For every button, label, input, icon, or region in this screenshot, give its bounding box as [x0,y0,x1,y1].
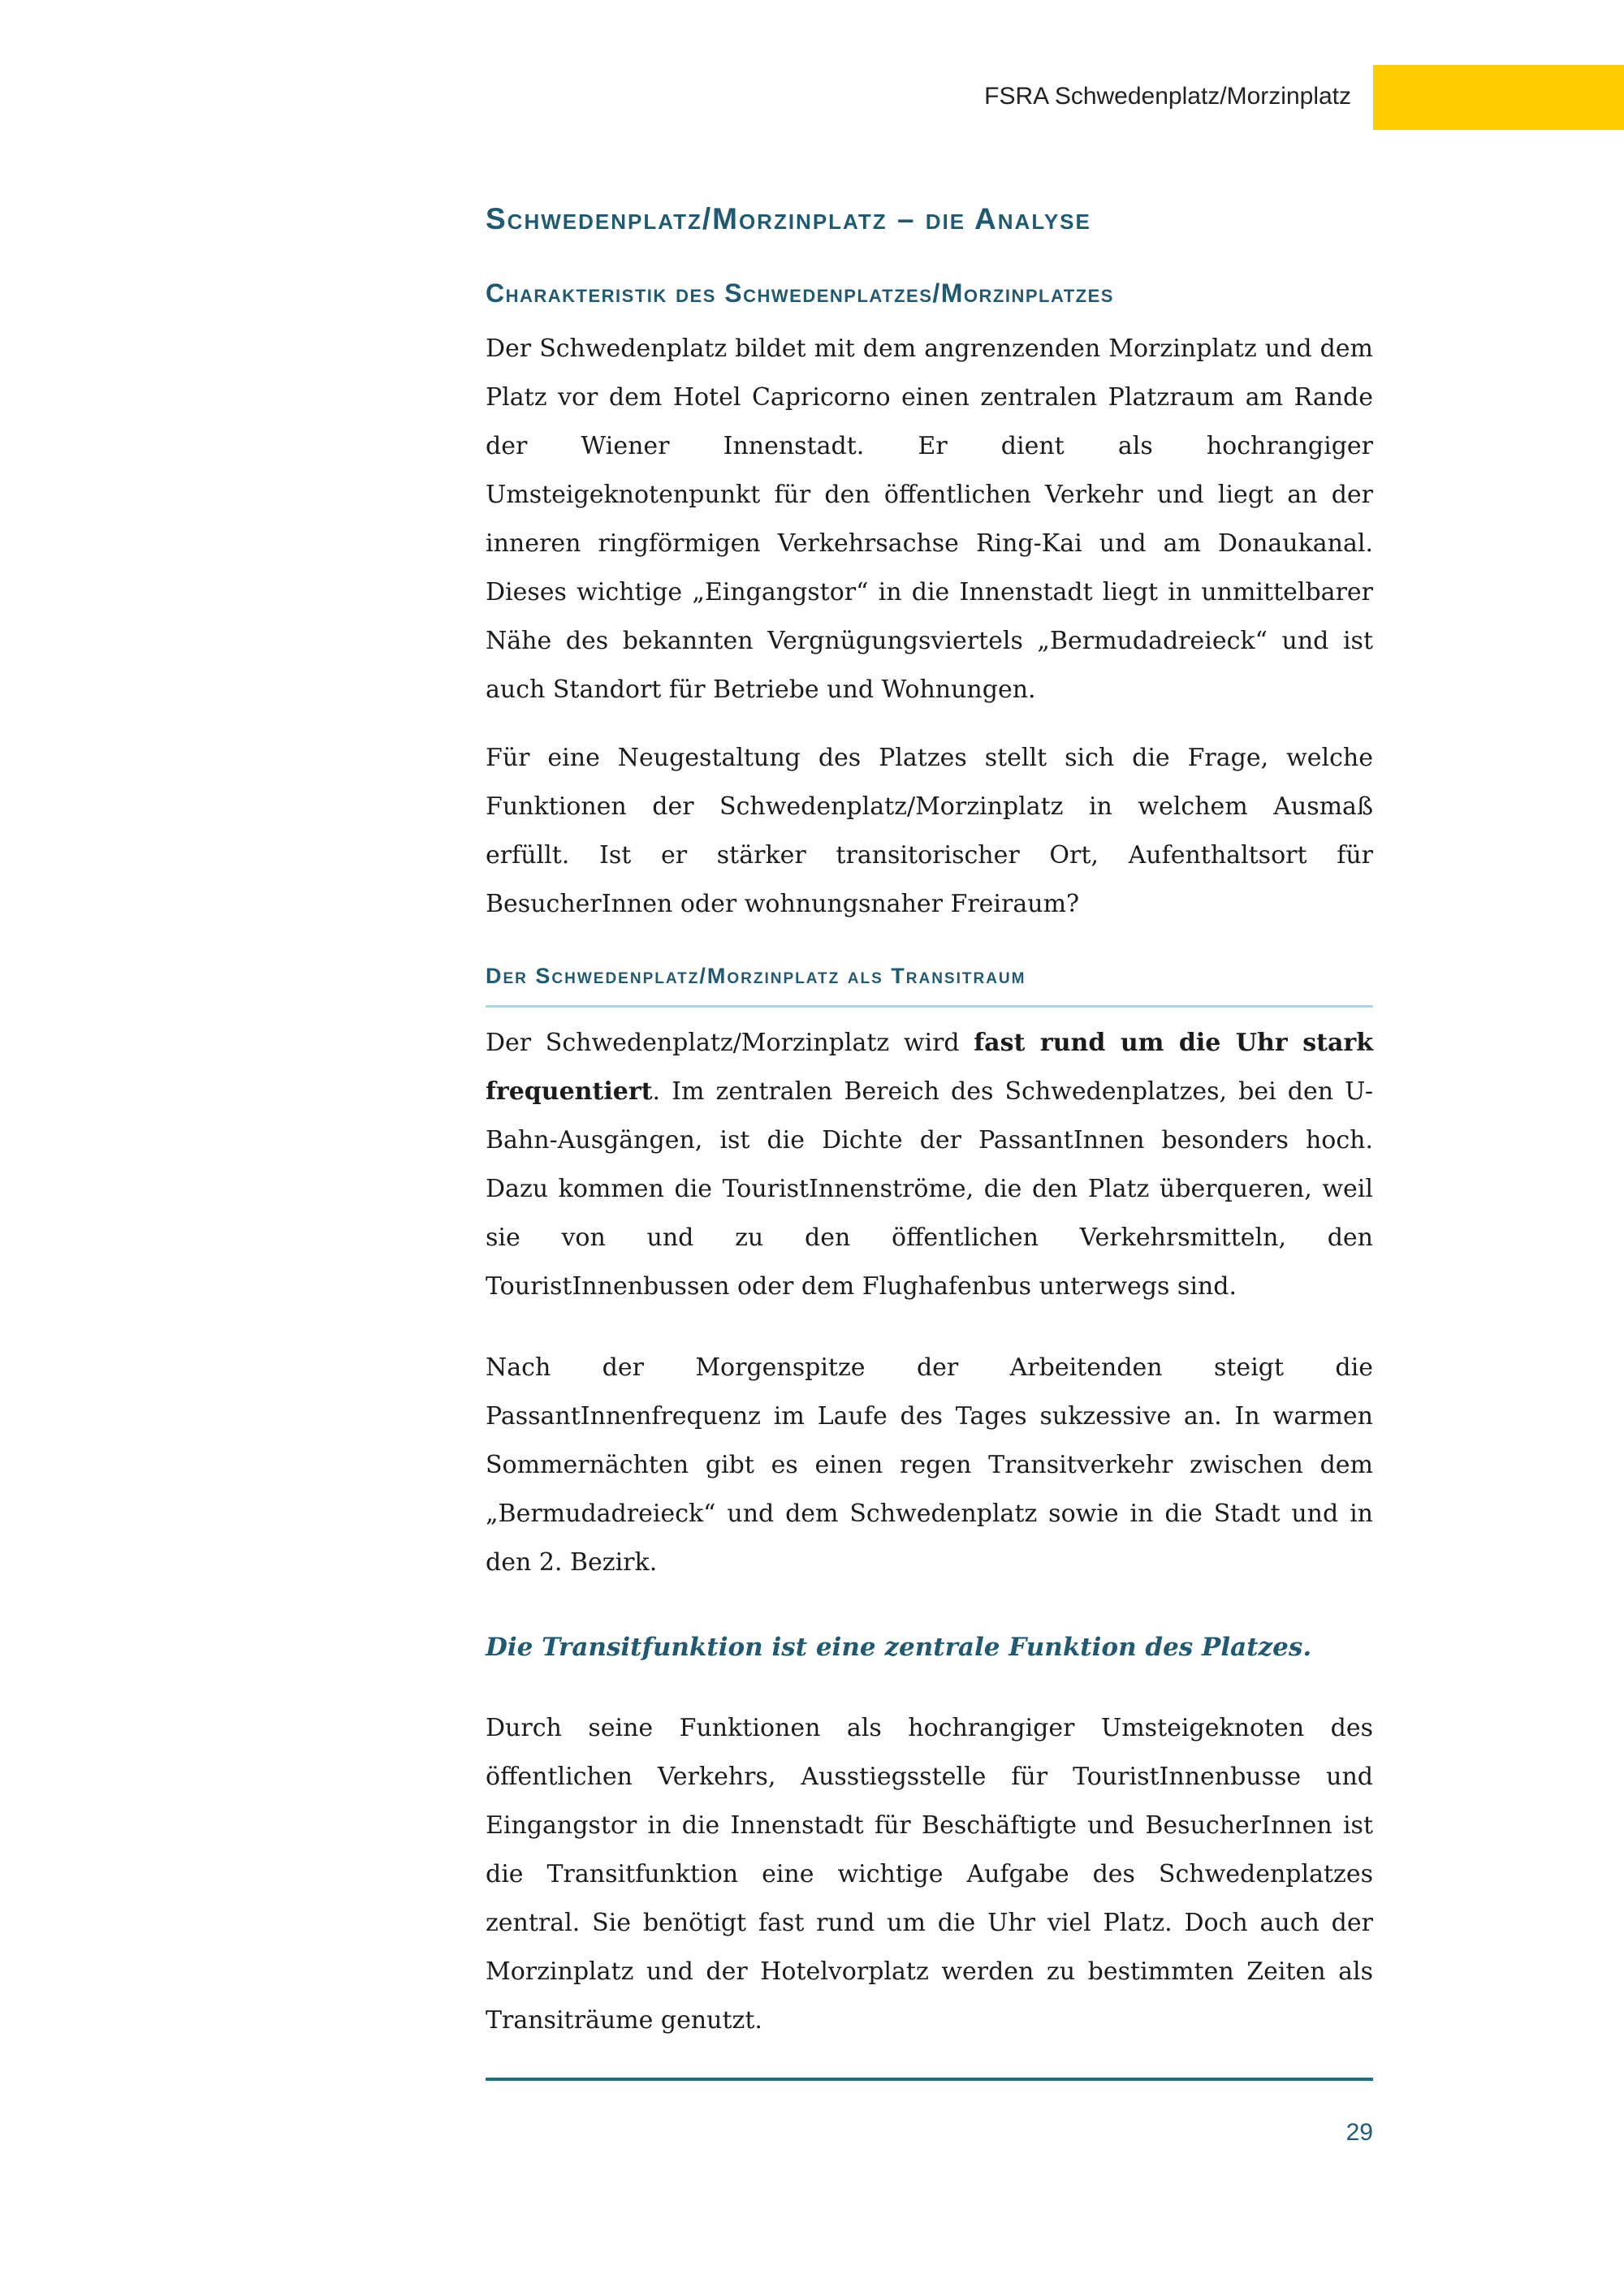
paragraph: Für eine Neugestaltung des Platzes stellt sich die Frage, welche Funktionen der Schwedenplatz/Morzinplatz in welchem Ausmaß erfüllt. Ist er stärker transitorischer Ort, Aufenthaltsort für BesucherInnen oder wohnungsnaher Freiraum? [486,744,1373,918]
main-heading: Schwedenplatz/Morzinplatz – die Analyse [486,202,1091,235]
running-header: FSRA Schwedenplatz/Morzinplatz [984,83,1351,110]
highlight-statement: Die Transitfunktion ist eine zentrale Funktion des Platzes. [486,1633,1312,1662]
paragraph: Nach der Morgenspitze der Arbeitenden steigt die PassantInnenfrequenz im Laufe des Tages sukzessive an. In warmen Sommernächten gibt es einen regen Transitverkehr zwischen dem „Bermudadreieck“ und dem Schwedenplatz sowie in die Stadt und in den 2. Bezirk. [486,1353,1373,1577]
paragraph [486,1019,1373,1311]
paragraph: Der Schwedenplatz bildet mit dem angrenzenden Morzinplatz und dem Platz vor dem Hotel Capricorno einen zentralen Platzraum am Rande der Wiener Innenstadt. Er dient als hochrangiger Umsteigeknotenpunkt für den öffentlichen Verkehr und liegt an der inneren ringförmigen Verkehrsachse Ring-Kai und am Donaukanal. Dieses wichtige „Eingangstor“ in die Innenstadt liegt in unmittelbarer Nähe des bekannten Vergnügungsviertels „Bermudadreieck“ und ist auch Standort für Betriebe und Wohnungen. [486,334,1373,704]
section-heading-characteristics: Charakteristik des Schwedenplatzes/Morzinplatzes [486,278,1114,308]
page-content [486,195,1373,2045]
section-heading-transit: Der Schwedenplatz/Morzinplatz als Transitraum [486,960,1373,1008]
paragraph-text: . Im zentralen Bereich des Schwedenplatzes, bei den U-Bahn-Ausgängen, ist die Dichte der PassantInnen besonders hoch. Dazu kommen die TouristInnenströme, die den Platz überqueren, weil sie von und zu den öffentlichen Verkehrsmitteln, den TouristInnenbussen oder dem Flughafenbus unterwegs sind. [486,1077,1373,1301]
page-number: 29 [1345,2119,1373,2146]
paragraph: Durch seine Funktionen als hochrangiger Umsteigeknoten des öffentlichen Verkehrs, Ausstiegsstelle für TouristInnenbusse und Eingangstor in die Innenstadt für Beschäftigte und BesucherInnen ist die Transitfunktion eine wichtige Aufgabe des Schwedenplatzes zentral. Sie benötigt fast rund um die Uhr viel Platz. Doch auch der Morzinplatz und der Hotelvorplatz werden zu bestimmten Zeiten als Transiträume genutzt. [486,1714,1373,2035]
header-accent-bar [1373,65,1624,130]
footer-divider [486,2078,1373,2081]
bold-phrase: fast rund um die Uhr stark frequentiert [486,1029,1373,1106]
paragraph-text: Der Schwedenplatz/Morzinplatz wird [486,1029,974,1057]
